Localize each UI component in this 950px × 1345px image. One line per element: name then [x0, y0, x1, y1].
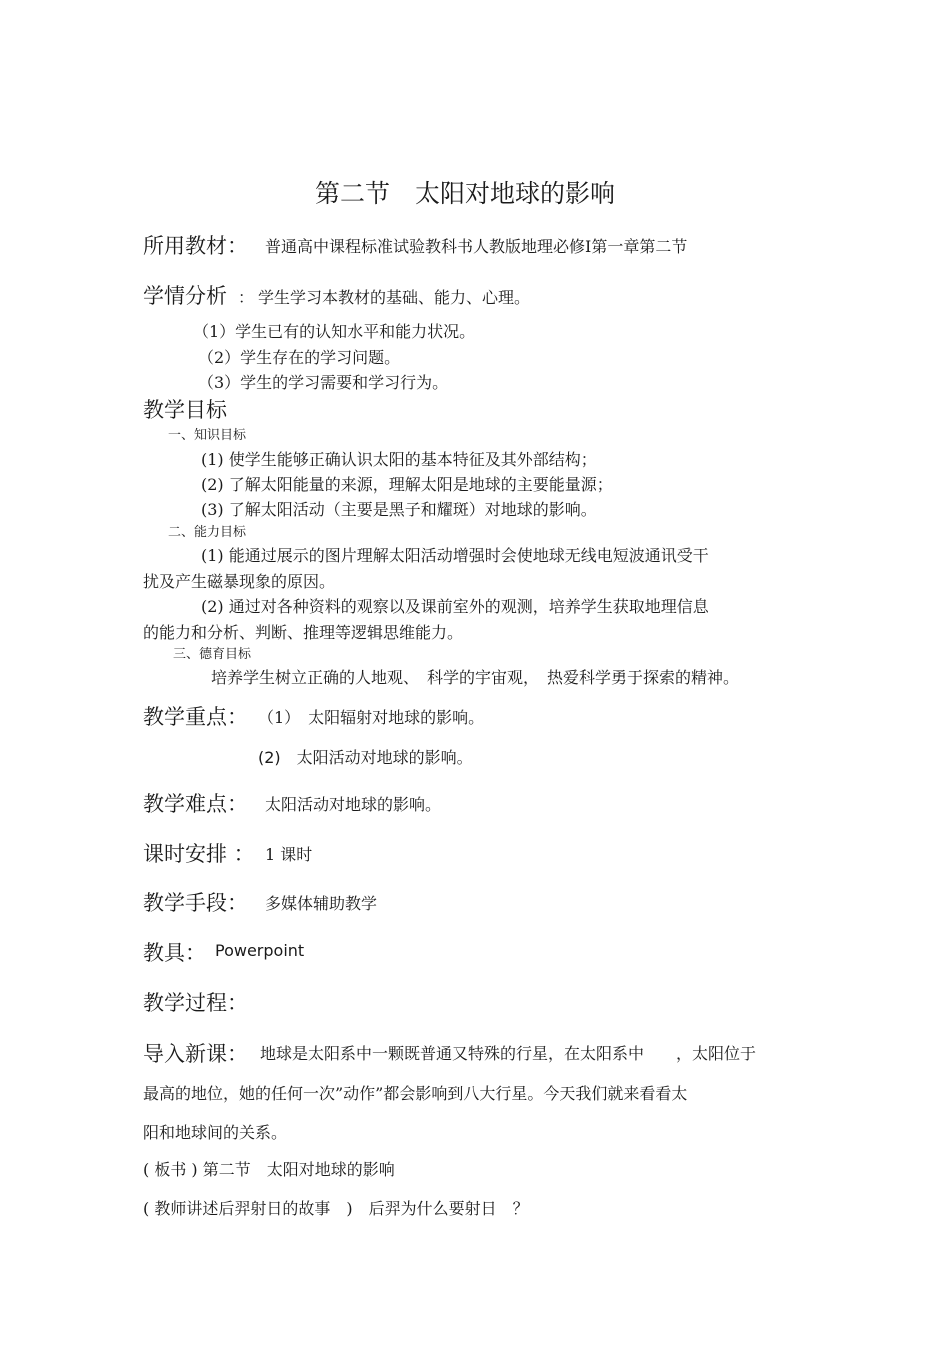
intro-line: 地球是太阳系中一颗既普通又特殊的行星，在太阳系中 ，太阳位于 [260, 1044, 757, 1063]
knowledge-goal-label: 一、知识目标 [168, 428, 247, 443]
process-label: 教学过程： [143, 991, 248, 1015]
key-points-label: 教学重点： [143, 705, 248, 729]
page-title: 第二节 太阳对地球的影响 [315, 179, 616, 208]
ability-goal-item-2-line2: 的能力和分析、判断、推理等逻辑思维能力。 [143, 623, 464, 642]
analysis-label: 学情分析 [143, 284, 227, 308]
board-note: ( 板书 ) 第二节 太阳对地球的影响 [143, 1160, 395, 1179]
goals-heading: 教学目标 [143, 398, 227, 422]
textbook-label: 所用教材： [143, 234, 248, 258]
story-note: ( 教师讲述后羿射日的故事 ) 后羿为什么要射日 ？ [143, 1199, 529, 1218]
intro-label: 导入新课： [143, 1042, 248, 1066]
intro-line: 阳和地球间的关系。 [143, 1123, 288, 1142]
schedule-label: 课时安排 ： [143, 842, 255, 866]
key-point-item: (2) 太阳活动对地球的影响。 [258, 748, 473, 767]
moral-goal-text: 培养学生树立正确的人地观、 科学的宇宙观， 热爱科学勇于探索的精神。 [211, 668, 740, 687]
difficulty-value: 太阳活动对地球的影响。 [265, 795, 442, 814]
ability-goal-item-1-line1: (1) 能通过展示的图片理解太阳活动增强时会使地球无线电短波通讯受干 [201, 546, 709, 565]
ability-goal-item-2-line1: (2) 通过对各种资料的观察以及课前室外的观测，培养学生获取地理信息 [201, 597, 709, 616]
knowledge-goal-item: (3) 了解太阳活动（主要是黑子和耀斑）对地球的影响。 [201, 500, 597, 519]
analysis-item: （2）学生存在的学习问题。 [198, 348, 401, 367]
analysis-value: 学生学习本教材的基础、能力、心理。 [258, 288, 531, 307]
means-value: 多媒体辅助教学 [265, 894, 378, 913]
ability-goal-item-1-line2: 扰及产生磁暴现象的原因。 [143, 572, 336, 591]
analysis-item: （1）学生已有的认知水平和能力状况。 [193, 322, 476, 341]
analysis-item: （3）学生的学习需要和学习行为。 [198, 373, 449, 392]
ability-goal-label: 二、能力目标 [168, 525, 247, 540]
textbook-value: 普通高中课程标准试验教科书人教版地理必修Ⅰ第一章第二节 [265, 237, 688, 256]
schedule-value: 1 课时 [265, 845, 313, 864]
difficulty-label: 教学难点： [143, 792, 248, 816]
key-point-item: （1） 太阳辐射对地球的影响。 [258, 708, 485, 727]
knowledge-goal-item: (1) 使学生能够正确认识太阳的基本特征及其外部结构； [201, 450, 597, 469]
knowledge-goal-item: (2) 了解太阳能量的来源，理解太阳是地球的主要能量源； [201, 475, 613, 494]
analysis-colon: ： [238, 288, 255, 307]
moral-goal-label: 三、德育目标 [173, 647, 252, 662]
intro-line: 最高的地位，她的任何一次”动作”都会影响到八大行星。今天我们就来看看太 [143, 1084, 688, 1103]
tools-value: Powerpoint [215, 941, 305, 960]
means-label: 教学手段： [143, 891, 248, 915]
tools-label: 教具： [143, 941, 206, 965]
